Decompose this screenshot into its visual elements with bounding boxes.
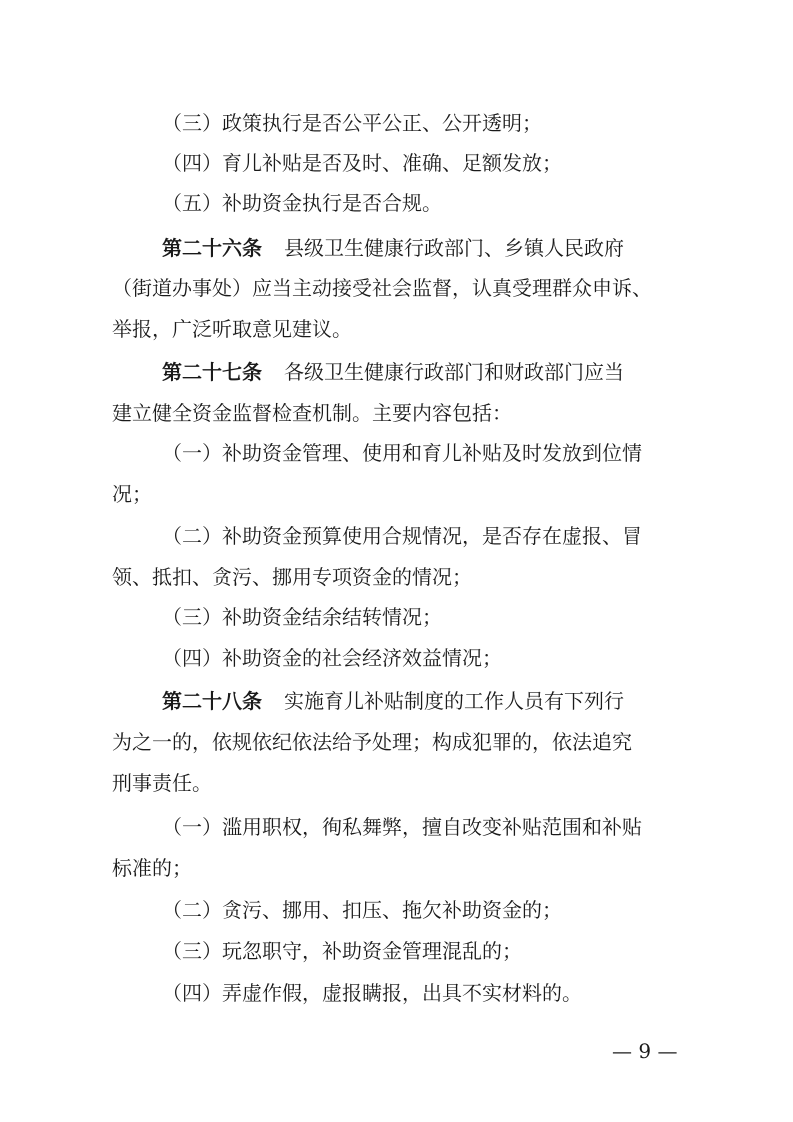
text-line: 领、抵扣、贪污、挪用专项资金的情况； xyxy=(112,565,472,589)
page-number: — 9 — xyxy=(612,1039,678,1063)
text-line: 实施育儿补贴制度的工作人员有下列行 xyxy=(284,689,624,713)
text-line: （三）补助资金结余结转情况； xyxy=(162,605,442,629)
text-line: 县级卫生健康行政部门、乡镇人民政府 xyxy=(284,236,624,260)
text-line: （一）滥用职权，徇私舞弊，擅自改变补贴范围和补贴 xyxy=(162,815,642,839)
text-line: （街道办事处）应当主动接受社会监督，认真受理群众申诉、 xyxy=(112,276,652,300)
text-line: 标准的； xyxy=(112,856,192,880)
article-27-first-line xyxy=(162,359,624,385)
text-line: （四）弄虚作假，虚报瞒报，出具不实材料的。 xyxy=(162,981,582,1005)
text-line: （二）贪污、挪用、扣压、拖欠补助资金的； xyxy=(162,898,562,922)
article-28-heading: 第二十八条 xyxy=(162,689,262,713)
text-line: 各级卫生健康行政部门和财政部门应当 xyxy=(284,360,624,384)
article-26-heading: 第二十六条 xyxy=(162,236,262,260)
text-line: 刑事责任。 xyxy=(112,771,212,795)
article-27-heading: 第二十七条 xyxy=(162,360,262,384)
text-line: （五）补助资金执行是否合规。 xyxy=(162,191,442,215)
article-28-first-line xyxy=(162,688,624,714)
text-line: 举报，广泛听取意见建议。 xyxy=(112,317,352,341)
text-line: （三）玩忽职守，补助资金管理混乱的； xyxy=(162,939,522,963)
text-line: （四）补助资金的社会经济效益情况； xyxy=(162,646,502,670)
text-line: （四）育儿补贴是否及时、准确、足额发放； xyxy=(162,151,562,175)
text-line: 建立健全资金监督检查机制。主要内容包括： xyxy=(112,401,512,425)
text-line: （二）补助资金预算使用合规情况，是否存在虚报、冒 xyxy=(162,524,642,548)
text-line: （一）补助资金管理、使用和育儿补贴及时发放到位情 xyxy=(162,441,642,465)
text-line: （三）政策执行是否公平公正、公开透明； xyxy=(162,111,542,135)
text-line: 为之一的，依规依纪依法给予处理；构成犯罪的，依法追究 xyxy=(112,730,632,754)
article-26-first-line xyxy=(162,235,624,261)
text-line: 况； xyxy=(112,482,152,506)
